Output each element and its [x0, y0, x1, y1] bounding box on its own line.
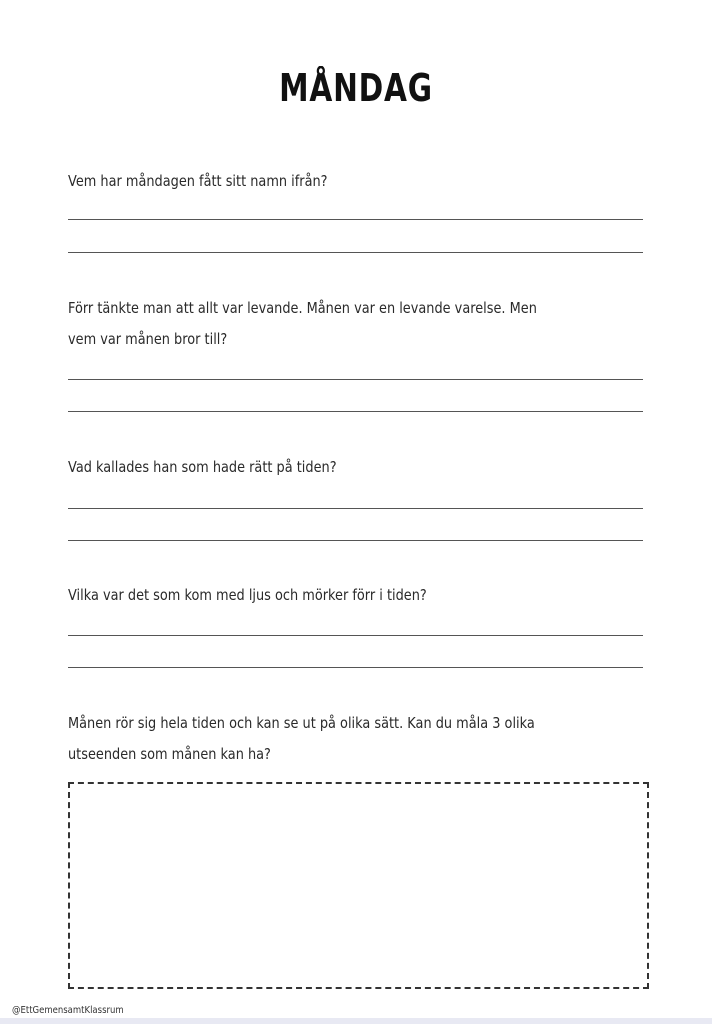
question-3: Vad kallades han som hade rätt på tiden? — [68, 458, 337, 476]
question-1: Vem har måndagen fått sitt namn ifrån? — [68, 172, 328, 190]
answer-line[interactable] — [68, 508, 643, 509]
answer-line[interactable] — [68, 540, 643, 541]
answer-line[interactable] — [68, 667, 643, 668]
answer-line[interactable] — [68, 635, 643, 636]
answer-line[interactable] — [68, 411, 643, 412]
drawing-box[interactable] — [68, 782, 649, 989]
answer-line[interactable] — [68, 252, 643, 253]
question-5: Månen rör sig hela tiden och kan se ut på olika sätt. Kan du måla 3 olika utseenden som månen kan ha? — [68, 714, 535, 763]
question-4: Vilka var det som kom med ljus och mörker förr i tiden? — [68, 586, 427, 604]
answer-line[interactable] — [68, 379, 643, 380]
page-title: MÅNDAG — [279, 66, 433, 110]
bottom-strip — [0, 1018, 712, 1024]
answer-line[interactable] — [68, 219, 643, 220]
footer-credit: @EttGemensamtKlassrum — [12, 1005, 124, 1016]
question-2: Förr tänkte man att allt var levande. Månen var en levande varelse. Men vem var månen bror till? — [68, 299, 537, 348]
